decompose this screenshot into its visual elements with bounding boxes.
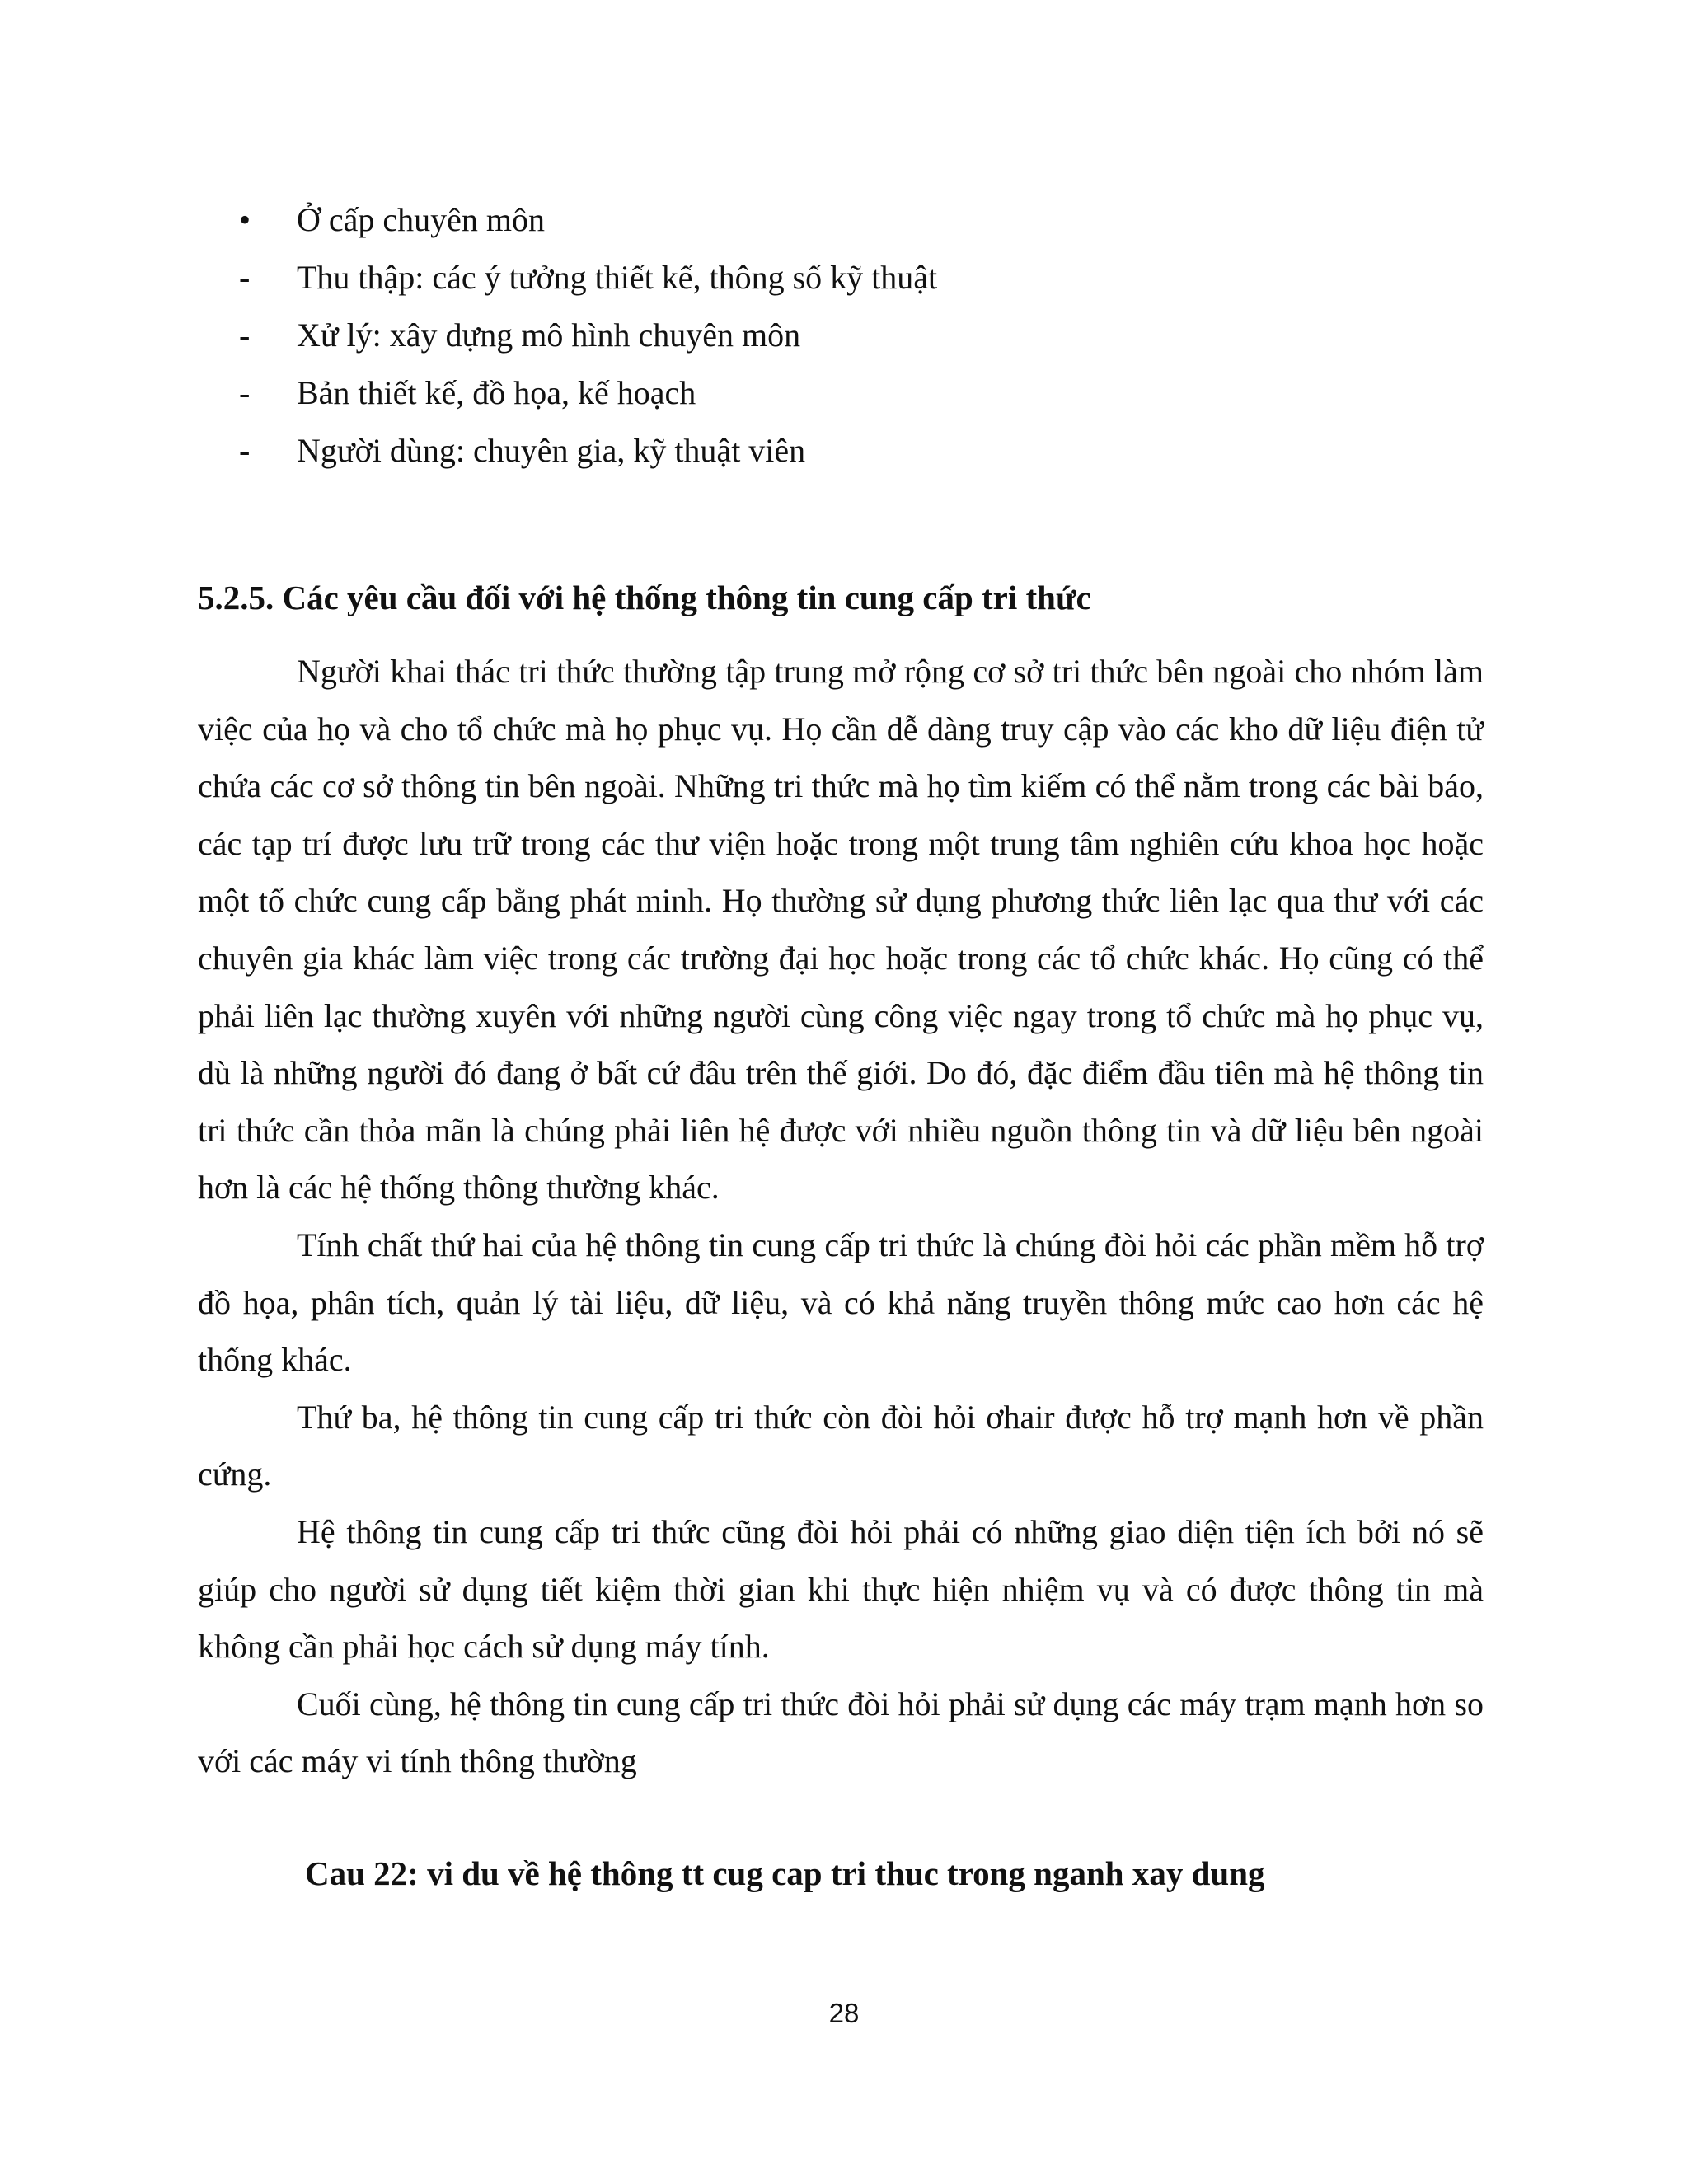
dash-marker: - bbox=[239, 374, 251, 411]
paragraph: Tính chất thứ hai của hệ thông tin cung cấp tri thức là chúng đòi hỏi các phần mềm hỗ trợ đồ họa, phân tích, quản lý tài liệu, dữ liệu, và có khả năng truyền thông mức cao hơn các hệ thống khác. bbox=[198, 1226, 1484, 1379]
bullet-list bbox=[239, 191, 1475, 480]
paragraph: Cuối cùng, hệ thông tin cung cấp tri thức đòi hỏi phải sử dụng các máy trạm mạnh hơn so với các máy vi tính thông thường bbox=[198, 1685, 1484, 1780]
paragraph: Người khai thác tri thức thường tập trung mở rộng cơ sở tri thức bên ngoài cho nhóm làm việc của họ và cho tổ chức mà họ phục vụ. Họ cần dễ dàng truy cập vào các kho dữ liệu điện tử chứa các cơ sở thông tin bên ngoài. Những tri thức mà họ tìm kiếm có thể nằm trong các bài báo, các tạp trí được lưu trữ trong các thư viện hoặc trong một trung tâm nghiên cứu khoa học hoặc một tổ chức cung cấp bằng phát minh. Họ thường sử dụng phương thức liên lạc qua thư với các chuyên gia khác làm việc trong các trường đại học hoặc trong các tổ chức khác. Họ cũng có thể phải liên lạc thường xuyên với những người cùng công việc ngay trong tổ chức mà họ phục vụ, dù là những người đó đang ở bất cứ đâu trên thế giới. Do đó, đặc điểm đầu tiên mà hệ thông tin tri thức cần thỏa mãn là chúng phải liên hệ được với nhiều nguồn thông tin và dữ liệu bên ngoài hơn là các hệ thống thông thường khác. bbox=[198, 653, 1484, 1207]
list-item bbox=[239, 422, 1475, 480]
dash-marker: - bbox=[239, 259, 251, 296]
paragraph: Thứ ba, hệ thông tin cung cấp tri thức còn đòi hỏi ơhair được hỗ trợ mạnh hơn về phần cứng. bbox=[198, 1398, 1484, 1493]
body-text bbox=[198, 643, 1484, 1790]
list-item-text: Xử lý: xây dựng mô hình chuyên môn bbox=[297, 316, 801, 354]
list-item bbox=[239, 191, 1475, 249]
section-heading: 5.2.5. Các yêu cầu đối với hệ thống thông tin cung cấp tri thức bbox=[198, 579, 1091, 616]
question-heading: Cau 22: vi du về hệ thông tt cug cap tri thuc trong nganh xay dung bbox=[305, 1854, 1265, 1892]
page-number: 28 bbox=[828, 1998, 860, 2028]
dash-marker: - bbox=[239, 432, 251, 469]
list-item-text: Ở cấp chuyên môn bbox=[297, 201, 546, 238]
paragraph: Hệ thông tin cung cấp tri thức cũng đòi hỏi phải có những giao diện tiện ích bởi nó sẽ giúp cho người sử dụng tiết kiệm thời gian khi thực hiện nhiệm vụ và có được thông tin mà không cần phải học cách sử dụng máy tính. bbox=[198, 1512, 1484, 1666]
list-item-text: Người dùng: chuyên gia, kỹ thuật viên bbox=[297, 432, 806, 469]
list-item-text: Thu thập: các ý tưởng thiết kế, thông số kỹ thuật bbox=[297, 259, 938, 296]
bullet-marker: • bbox=[239, 201, 251, 238]
dash-marker: - bbox=[239, 316, 251, 354]
list-item bbox=[239, 249, 1475, 307]
list-item bbox=[239, 307, 1475, 364]
list-item bbox=[239, 364, 1475, 422]
list-item-text: Bản thiết kế, đồ họa, kế hoạch bbox=[297, 374, 696, 411]
